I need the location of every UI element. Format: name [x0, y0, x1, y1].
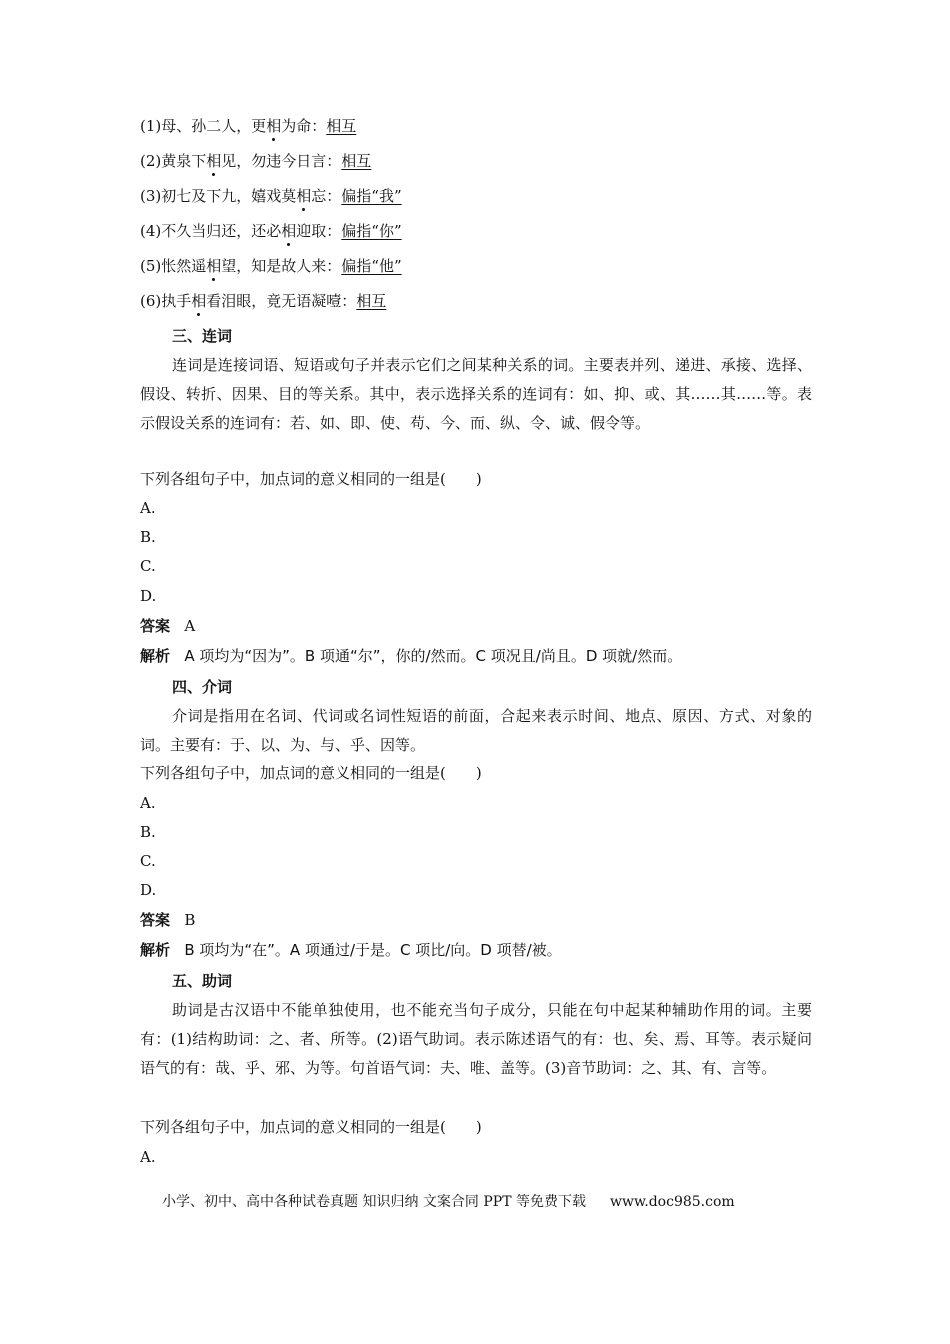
section-heading: 五、助词 — [172, 972, 233, 990]
section-intro: 助词是古汉语中不能单独使用，也不能充当句子成分，只能在句中起某种辅助作用的词。主要有：(1)结构助词：之、者、所等。(2)语气助词。表示陈述语气的有：也、矣、焉、耳等。表示疑问语气的有：哉、乎、邪、为等。句首语气词：夫、唯、盖等。(3)音节助词：之、其、有、言等。 — [140, 1001, 812, 1077]
answer-label: 答案 — [140, 911, 171, 929]
answer-line — [140, 910, 195, 930]
sentence-answer: 偏指“我” — [341, 187, 402, 205]
dotted-word: 相 — [206, 257, 222, 275]
dotted-word: 相 — [266, 117, 282, 135]
option-label: A. — [140, 794, 156, 812]
sentence-text: (6)执手 — [140, 292, 192, 310]
option-label: A. — [140, 1148, 156, 1166]
sentence-text: (2)黄泉下 — [140, 152, 207, 170]
option-label: C. — [140, 557, 156, 575]
sentence-answer: 相互 — [356, 292, 387, 310]
sentence-line — [140, 221, 402, 241]
dotted-word: 相 — [281, 222, 297, 240]
sentence-text: (3)初七及下九，嬉戏莫 — [140, 187, 297, 205]
sentence-text: (5)怅然遥 — [140, 257, 207, 275]
footer-url[interactable]: www.doc985.com — [609, 1194, 735, 1210]
analysis-text: B 项均为“在”。A 项通过/于是。C 项比/向。D 项替/被。 — [184, 941, 562, 959]
section-intro: 连词是连接词语、短语或句子并表示它们之间某种关系的词。主要表并列、递进、承接、选择、假设、转折、因果、目的等关系。其中，表示选择关系的连词有：如、抑、或、其……其……等。表示假设关系的连词有：若、如、即、使、苟、今、而、纵、令、诚、假令等。 — [140, 356, 812, 432]
question-stem: 下列各组句子中，加点词的意义相同的一组是( ) — [140, 470, 482, 488]
page-footer — [162, 1192, 735, 1212]
answer-line — [140, 616, 195, 636]
option-label: B. — [140, 823, 156, 841]
footer-text: 小学、初中、高中各种试卷真题 知识归纳 文案合同 PPT 等免费下载 — [162, 1194, 586, 1210]
sentence-answer: 偏指“他” — [341, 257, 402, 275]
dotted-word: 相 — [296, 187, 312, 205]
sentence-answer: 偏指“你” — [341, 222, 402, 240]
analysis-text: A 项均为“因为”。B 项通“尔”，你的/然而。C 项况且/尚且。D 项就/然而。 — [184, 647, 683, 665]
sentence-text: (4)不久当归还，还必 — [140, 222, 282, 240]
question-stem: 下列各组句子中，加点词的意义相同的一组是( ) — [140, 764, 482, 782]
answer-value: A — [184, 617, 196, 635]
answer-value: B — [184, 911, 196, 929]
sentence-answer: 相互 — [326, 117, 357, 135]
analysis-line — [140, 646, 682, 666]
dotted-word: 相 — [191, 292, 207, 310]
option-label: D. — [140, 587, 157, 605]
section-heading: 三、连词 — [172, 327, 233, 345]
sentence-line — [140, 116, 356, 136]
sentence-line — [140, 291, 386, 311]
dotted-word: 相 — [206, 152, 222, 170]
option-label: C. — [140, 852, 156, 870]
sentence-answer: 相互 — [341, 152, 372, 170]
sentence-text: (1)母、孙二人，更 — [140, 117, 267, 135]
sentence-text: 看泪眼，竟无语凝噎： — [206, 292, 357, 310]
sentence-line — [140, 151, 371, 171]
option-label: D. — [140, 881, 157, 899]
sentence-text: 为命： — [281, 117, 327, 135]
analysis-line — [140, 940, 562, 960]
question-stem: 下列各组句子中，加点词的意义相同的一组是( ) — [140, 1118, 482, 1136]
answer-label: 答案 — [140, 617, 171, 635]
analysis-label: 解析 — [140, 647, 171, 665]
sentence-text: 忘： — [311, 187, 342, 205]
sentence-line — [140, 256, 402, 276]
sentence-text: 望，知是故人来： — [221, 257, 342, 275]
sentence-text: 迎取： — [296, 222, 342, 240]
option-label: A. — [140, 499, 156, 517]
section-intro: 介词是指用在名词、代词或名词性短语的前面，合起来表示时间、地点、原因、方式、对象的词。主要有：于、以、为、与、乎、因等。 — [140, 707, 812, 754]
analysis-label: 解析 — [140, 941, 171, 959]
section-heading: 四、介词 — [172, 678, 233, 696]
sentence-text: 见，勿违今日言： — [221, 152, 342, 170]
sentence-line — [140, 186, 402, 206]
option-label: B. — [140, 528, 156, 546]
